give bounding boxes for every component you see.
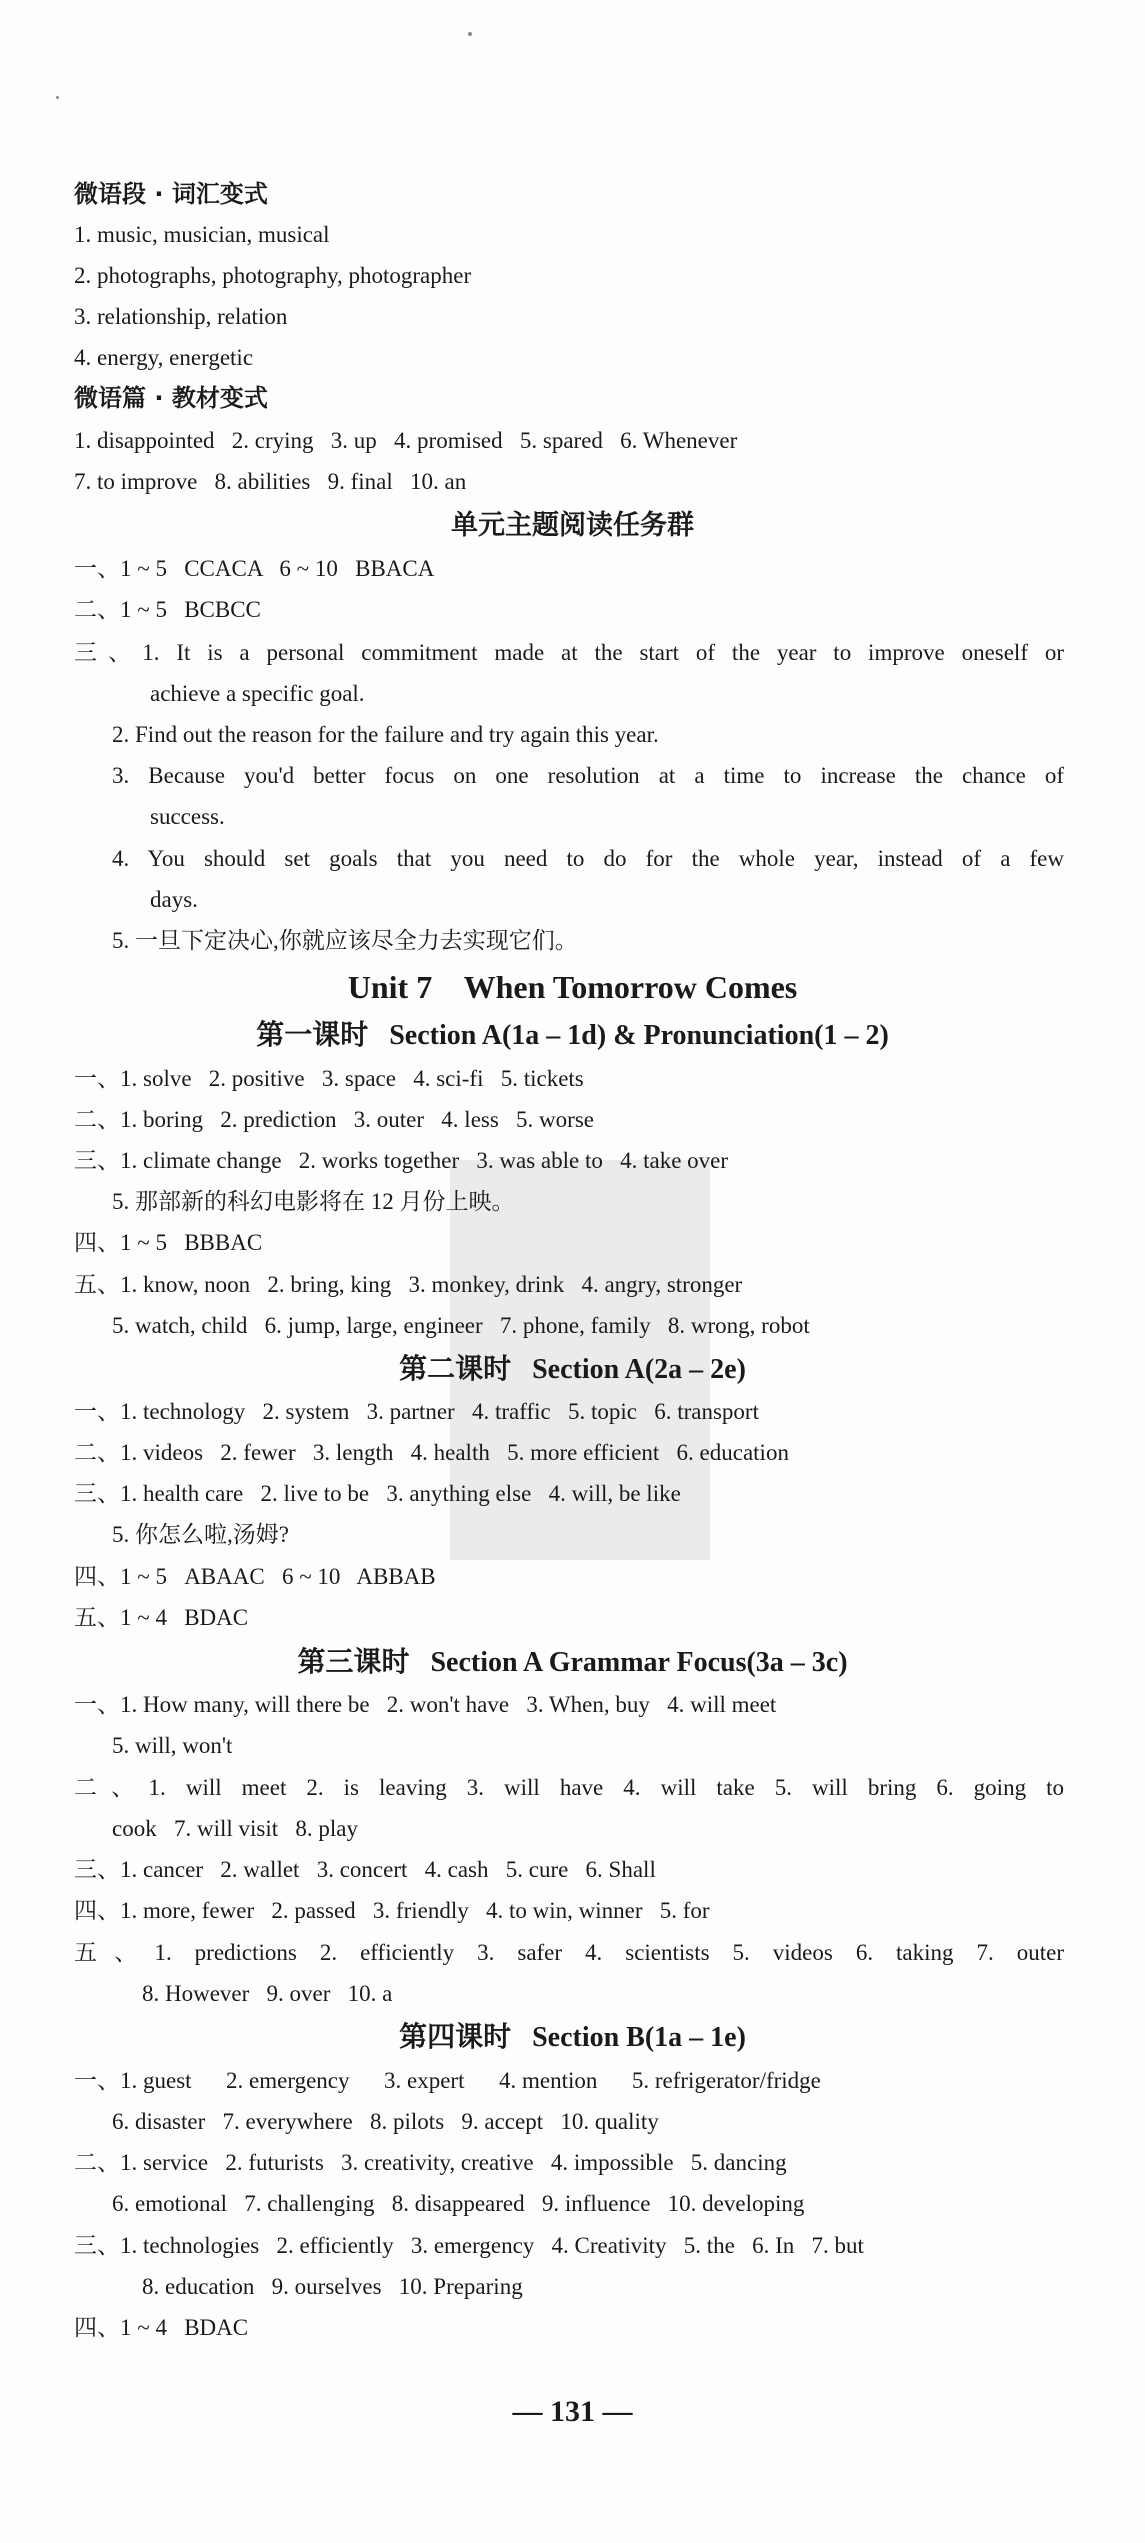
answer-line: 6. disaster 7. everywhere 8. pilots 9. accept 10. quality	[112, 2109, 659, 2134]
answer-line: 三、1. cancer 2. wallet 3. concert 4. cash 5. cure 6. Shall	[74, 1857, 656, 1882]
answer-line: 三、1. climate change 2. works together 3. was able to 4. take over	[74, 1148, 729, 1173]
answer-line: 5. watch, child 6. jump, large, engineer 7. phone, family 8. wrong, robot	[112, 1313, 810, 1338]
answer-line: 五、1. know, noon 2. bring, king 3. monkey, drink 4. angry, stronger	[74, 1272, 743, 1297]
answer-line: 三、1. It is a personal commitment made at the start of the year to improve oneself or	[74, 640, 1064, 665]
answer-line: 四、1. more, fewer 2. passed 3. friendly 4. to win, winner 5. for	[74, 1898, 710, 1923]
answer-line: 1. disappointed 2. crying 3. up 4. promised 5. spared 6. Whenever	[74, 428, 738, 453]
lesson-title: 第三课时 Section A Grammar Focus(3a – 3c)	[297, 1647, 848, 1678]
section-heading-vocab: 微语段 · 词汇变式	[74, 180, 268, 208]
answer-line: cook 7. will visit 8. play	[112, 1816, 358, 1841]
lesson-title: 第二课时 Section A(2a – 2e)	[399, 1354, 746, 1385]
answer-line: 二、1. service 2. futurists 3. creativity, creative 4. impossible 5. dancing	[74, 2150, 787, 2175]
answer-line: 四、1 ~ 5 ABAAC 6 ~ 10 ABBAB	[74, 1564, 436, 1589]
section-heading-text: 微语篇 · 教材变式	[74, 384, 268, 412]
answer-line: 一、1. technology 2. system 3. partner 4. traffic 5. topic 6. transport	[74, 1399, 759, 1424]
answer-line: success.	[150, 804, 225, 829]
answer-line: 五、1 ~ 4 BDAC	[74, 1605, 249, 1630]
answer-line: 6. emotional 7. challenging 8. disappeared 9. influence 10. developing	[112, 2191, 805, 2216]
answer-line: 一、1. How many, will there be 2. won't have 3. When, buy 4. will meet	[74, 1692, 777, 1717]
answer-line: 7. to improve 8. abilities 9. final 10. an	[74, 469, 467, 494]
answer-line: 5. 那部新的科幻电影将在 12 月份上映。	[112, 1189, 515, 1214]
answer-line: 五、1. predictions 2. efficiently 3. safer 4. scientists 5. videos 6. taking 7. outer	[74, 1940, 1064, 1965]
answer-line: 二、1. videos 2. fewer 3. length 4. health 5. more efficient 6. education	[74, 1440, 789, 1465]
page-number: — 131 —	[512, 2395, 633, 2428]
answer-line: 二、1. boring 2. prediction 3. outer 4. less 5. worse	[74, 1107, 594, 1132]
answer-line: 一、1. guest 2. emergency 3. expert 4. mention 5. refrigerator/fridge	[74, 2068, 821, 2093]
answer-line: days.	[150, 887, 198, 912]
answer-line: 二、1 ~ 5 BCBCC	[74, 597, 261, 622]
lesson-title: 第一课时 Section A(1a – 1d) & Pronunciation(1 – 2)	[256, 1020, 889, 1051]
answer-line: 3. Because you'd better focus on one resolution at a time to increase the chance of	[112, 763, 1064, 788]
answer-line: 5. will, won't	[112, 1733, 233, 1758]
answer-line: 4. You should set goals that you need to do for the whole year, instead of a few	[112, 846, 1064, 871]
answer-line: 8. However 9. over 10. a	[142, 1981, 393, 2006]
answer-line: 一、1. solve 2. positive 3. space 4. sci-fi 5. tickets	[74, 1066, 584, 1091]
lesson-title: 第四课时 Section B(1a – 1e)	[399, 2022, 746, 2053]
answer-line: 5. 一旦下定决心,你就应该尽全力去实现它们。	[112, 928, 578, 953]
answer-line: 四、1 ~ 4 BDAC	[74, 2315, 249, 2340]
answer-line: 三、1. health care 2. live to be 3. anything else 4. will, be like	[74, 1481, 681, 1506]
answer-line: 2. photographs, photography, photographer	[74, 263, 472, 288]
answer-line: 4. energy, energetic	[74, 345, 254, 370]
answer-line: 三、1. technologies 2. efficiently 3. emergency 4. Creativity 5. the 6. In 7. but	[74, 2233, 864, 2258]
answer-line: 3. relationship, relation	[74, 304, 288, 329]
answer-line: 8. education 9. ourselves 10. Preparing	[142, 2274, 523, 2299]
answer-line: achieve a specific goal.	[150, 681, 365, 706]
answer-line: 5. 你怎么啦,汤姆?	[112, 1522, 289, 1547]
answer-line: 四、1 ~ 5 BBBAC	[74, 1230, 263, 1255]
unit-title: Unit 7 When Tomorrow Comes	[347, 969, 798, 1005]
reading-task-title: 单元主题阅读任务群	[451, 510, 694, 541]
answer-line: 二、1. will meet 2. is leaving 3. will have 4. will take 5. will bring 6. going to	[74, 1775, 1064, 1800]
answer-line: 1. music, musician, musical	[74, 222, 330, 247]
answer-line: 2. Find out the reason for the failure and try again this year.	[112, 722, 659, 747]
answer-line: 一、1 ~ 5 CCACA 6 ~ 10 BBACA	[74, 556, 435, 581]
